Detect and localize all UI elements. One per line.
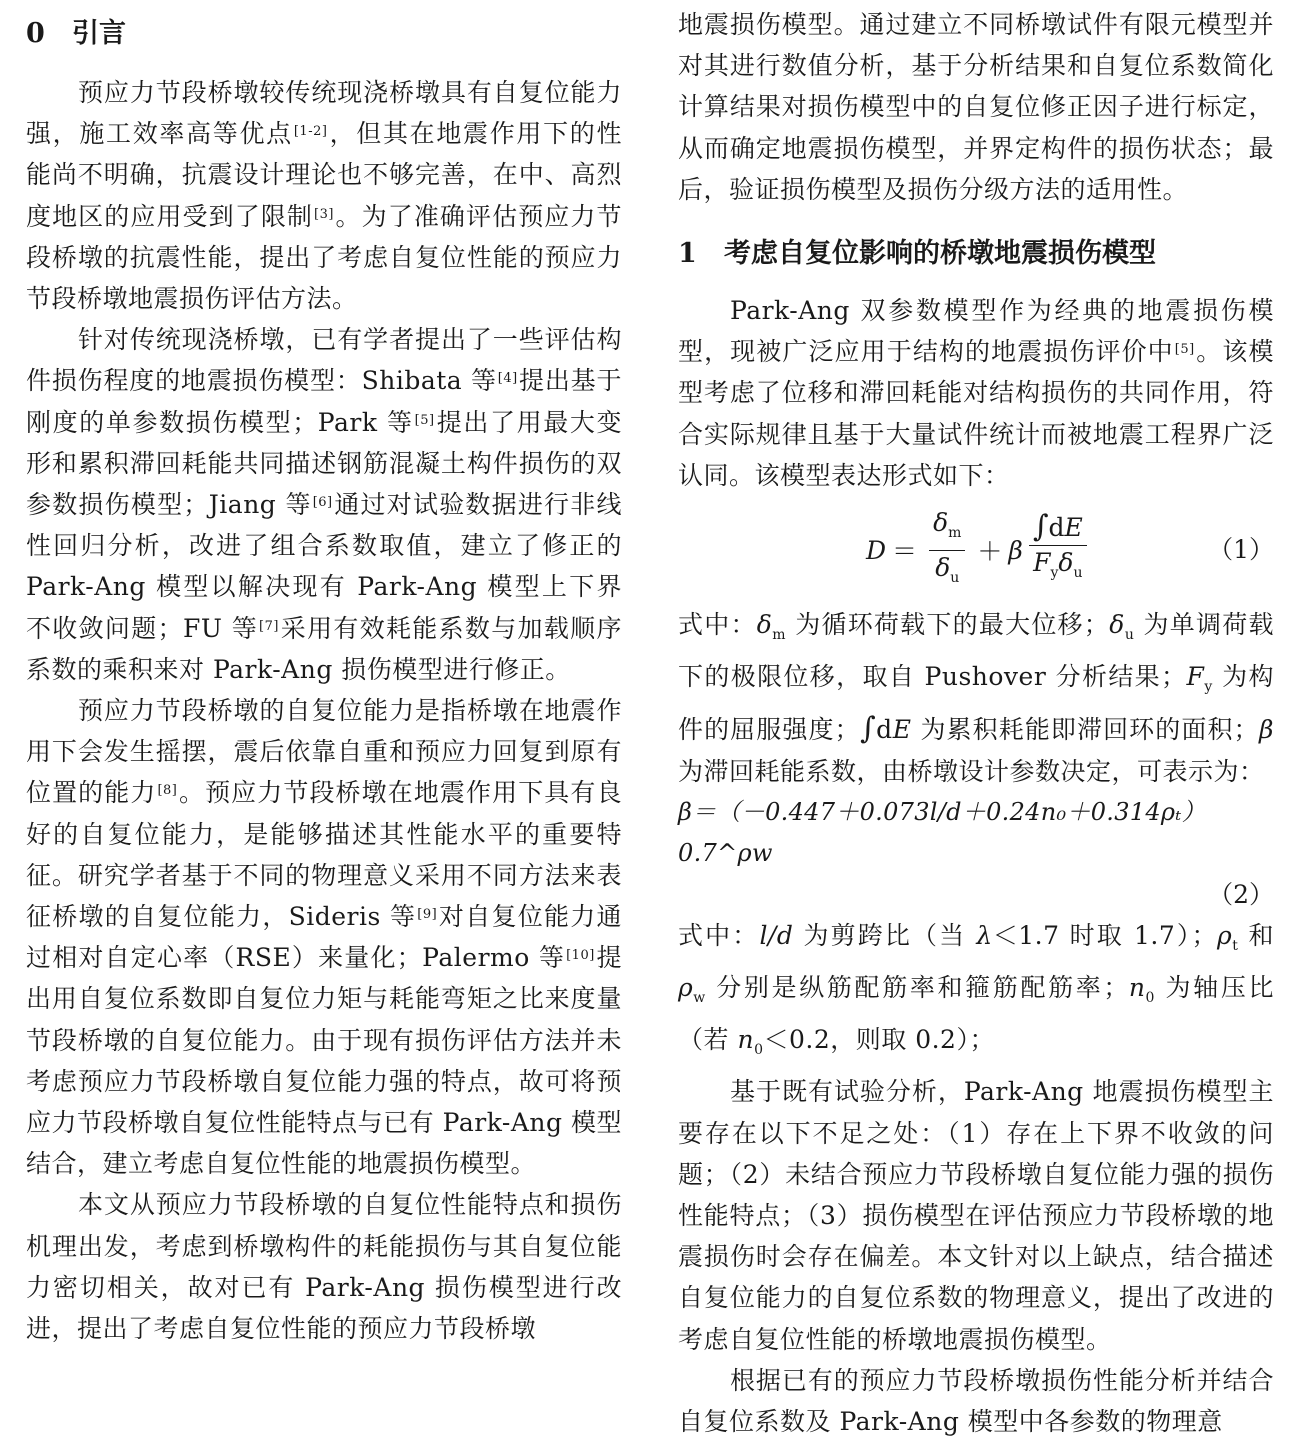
section-title: 引言 [72,18,126,49]
paragraph: 针对传统现浇桥墩，已有学者提出了一些评估构件损伤程度的地震损伤模型：Shibata 等[4]提出基于刚度的单参数损伤模型；Park 等[5]提出了用最大变形和累积滞回耗能共同描述钢筋混凝土构件损伤的双参数损伤模型；Jiang 等[6]通过对试验数据进行非线性回归分析，改进了组合系数取值，建立了修正的 Park-Ang 模型以解决现有 Park-Ang 模型上下界不收敛问题；FU 等[7]采用有效耗能系数与加载顺序系数的乘积来对 Park-Ang 损伤模型进行修正。 [26,325,622,684]
section-heading-introduction [26,12,622,56]
math-subscript: 0 [1145,990,1155,1007]
left-column [26,4,622,1349]
math-subscript: w [693,990,706,1007]
section-heading-damage-model [678,232,1274,276]
citation-ref: [7] [259,618,279,634]
math-symbol: n [1128,973,1146,1003]
citation-ref: [10] [566,948,595,964]
right-column [678,4,1274,1442]
citation-ref: [4] [497,371,518,387]
math-subscript: y [1204,679,1213,696]
citation-ref: [5] [414,412,435,428]
citation-ref: [9] [417,907,438,923]
section-number: 1 [678,238,697,270]
paragraph: 式中：$\delta_m$ 为循环荷载下的最大位移；$\delta_u$ 为单调荷载下的极限位移，取自 Pushover 分析结果；$F_y$ 为构件的屈服强度；∫dE 为累积耗能即滞回环的面积；β 为滞回耗能系数，由桥墩设计参数决定，可表示为： [678,610,1274,786]
paragraph: 预应力节段桥墩较传统现浇桥墩具有自复位能力强，施工效率高等优点[1-2]，但其在地震作用下的性能尚不明确，抗震设计理论也不够完善，在中、高烈度地区的应用受到了限制[3]。为了准确评估预应力节段桥墩的抗震性能，提出了考虑自复位性能的预应力节段桥墩地震损伤评估方法。 [26,78,622,314]
math-symbol: δ [756,610,773,640]
section-title: 考虑自复位影响的桥墩地震损伤模型 [724,238,1156,270]
math-symbol: l/d [759,920,794,950]
paragraph: 本文从预应力节段桥墩的自复位性能特点和损伤机理出发，考虑到桥墩构件的耗能损伤与其自复位能力密切相关，故对已有 Park-Ang 损伤模型进行改进，提出了考虑自复位性能的预应力节段桥墩 [26,1190,622,1344]
math-symbol: F [1186,662,1205,692]
math-symbol: n [737,1025,755,1055]
paragraph: Park-Ang 双参数模型作为经典的地震损伤模型，现被广泛应用于结构的地震损伤评价中[5]。该模型考虑了位移和滞回耗能对结构损伤的共同作用，符合实际规律且基于大量试件统计而被地震工程界广泛认同。该模型表达形式如下： [678,296,1274,490]
paragraph: 基于既有试验分析，Park-Ang 地震损伤模型主要存在以下不足之处：（1）存在上下界不收敛的问题；（2）未结合预应力节段桥墩自复位能力强的损伤性能特点；（3）损伤模型在评估预应力节段桥墩的地震损伤时会存在偏差。本文针对以上缺点，结合描述自复位能力的自复位系数的物理意义，提出了改进的考虑自复位性能的桥墩地震损伤模型。 [678,1077,1274,1354]
math-symbol: δ [1109,610,1125,640]
math-subscript: m [772,627,787,644]
math-symbol: λ [976,920,993,950]
integral-symbol: ∫ [860,711,877,747]
citation-ref: [5] [1174,342,1195,358]
paragraph: 式中：l/d 为剪跨比（当 λ＜1.7 时取 1.7）；$\rho_t$ 和 $\rho_w$ 分别是纵筋配筋率和箍筋配筋率；$n_0$ 为轴压比（若 $n_0<0.2$，则取 0.2）； [678,920,1274,1059]
math-subscript: u [1124,627,1135,644]
equation-body: D ＝ $\frac{\delta_m}{\delta_u}$ ＋ β $\frac{\int dE}{F_y\delta_u}$ [866,508,1093,592]
math-symbol: ρ [678,973,694,1003]
equation-number: （2） [1208,879,1274,909]
section-number: 0 [26,18,45,49]
math-subscript: t [1232,937,1239,954]
math-subscript: 0 [754,1042,764,1059]
citation-ref: [1-2] [293,124,328,140]
paragraph: 根据已有的预应力节段桥墩损伤性能分析并结合自复位系数及 Park-Ang 模型中各参数的物理意 [678,1365,1274,1437]
equation-number: （1） [1208,535,1274,565]
citation-ref: [6] [312,495,333,511]
math-symbol: E [892,715,912,745]
citation-ref: [3] [314,206,334,222]
citation-ref: [8] [157,783,178,799]
math-symbol: β [1259,715,1274,745]
equation-1 [678,500,1274,600]
paragraph: 预应力节段桥墩的自复位能力是指桥墩在地震作用下会发生摇摆，震后依靠自重和预应力回复到原有位置的能力[8]。预应力节段桥墩在地震作用下具有良好的自复位能力，是能够描述其性能水平的重要特征。研究学者基于不同的物理意义采用不同方法来表征桥墩的自复位能力，Sideris 等[9]对自复位能力通过相对自定心率（RSE）来量化；Palermo 等[10]提出用自复位系数即自复位力矩与耗能弯矩之比来度量节段桥墩的自复位能力。由于现有损伤评估方法并未考虑预应力节段桥墩自复位能力强的特点，故可将预应力节段桥墩自复位性能特点与已有 Park-Ang 模型结合，建立考虑自复位性能的地震损伤模型。 [26,696,622,1179]
paragraph: 地震损伤模型。通过建立不同桥墩试件有限元模型并对其进行数值分析，基于分析结果和自复位系数简化计算结果对损伤模型中的自复位修正因子进行标定，从而确定地震损伤模型，并界定构件的损伤状态；最后，验证损伤模型及损伤分级方法的适用性。 [678,10,1274,204]
math-symbol: ρ [1217,920,1233,950]
equation-2: β＝（－0.447＋0.073l/d＋0.24n₀＋0.314ρₜ）0.7^ρw [678,797,1206,867]
